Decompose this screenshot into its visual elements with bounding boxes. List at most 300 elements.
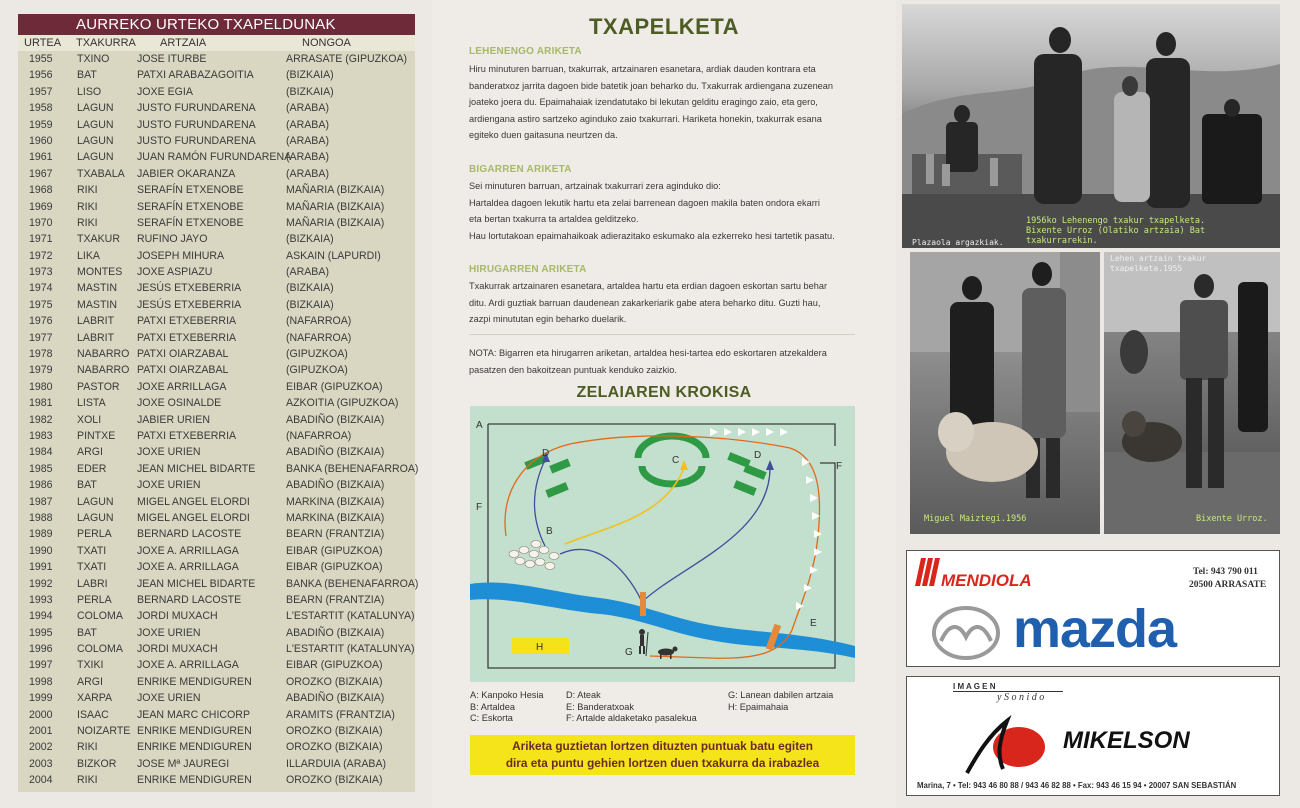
cell-dog: PERLA bbox=[77, 593, 112, 606]
table-header bbox=[18, 35, 415, 51]
photo-award-1956 bbox=[902, 4, 1280, 248]
cell-year: 1982 bbox=[29, 413, 53, 426]
caption-line: 1956ko Lehenengo txakur txapelketa. bbox=[1026, 216, 1206, 226]
table-row bbox=[18, 461, 419, 477]
label-e: E bbox=[810, 618, 817, 629]
cell-year: 1975 bbox=[29, 298, 53, 311]
label-d1: D bbox=[542, 448, 550, 459]
route-yellow bbox=[565, 468, 684, 544]
cell-shepherd: JORDI MUXACH bbox=[137, 610, 218, 623]
text-line: Txakurrak artzainaren esanetara, artaldea hartu eta erdian dagoen eskortan sartu behar bbox=[469, 281, 828, 291]
cell-shepherd: JUSTO FURUNDARENA bbox=[137, 102, 256, 115]
cell-shepherd: JOXE OSINALDE bbox=[137, 397, 222, 410]
cell-year: 1972 bbox=[29, 249, 53, 262]
pen-bottom bbox=[642, 466, 702, 484]
cell-year: 1979 bbox=[29, 364, 53, 377]
text-line: egiteko duen gaitasuna neurtzen da. bbox=[469, 130, 618, 141]
cell-shepherd: JOXE URIEN bbox=[137, 446, 201, 459]
cell-shepherd: JOXE A. ARRILLAGA bbox=[137, 561, 239, 574]
legend-item: D: Ateak bbox=[566, 690, 601, 700]
cell-origin: ABADIÑO (BIZKAIA) bbox=[286, 626, 385, 639]
photo-maiztegi bbox=[910, 252, 1100, 534]
cell-year: 1994 bbox=[29, 610, 53, 623]
cell-dog: TXATI bbox=[77, 544, 107, 557]
table-row bbox=[18, 379, 415, 395]
mendiola-brand: MENDIOLA bbox=[941, 571, 1032, 590]
cell-dog: LABRIT bbox=[77, 331, 115, 344]
cell-dog: TXIKI bbox=[77, 659, 104, 672]
cell-shepherd: JEAN MARC CHICORP bbox=[137, 708, 251, 721]
table-row bbox=[18, 67, 415, 83]
text-line: Hiru minuturen barruan, txakurrak, artzainaren esanetara, ardiak dauden kontrara eta bbox=[469, 64, 816, 74]
cell-dog: TXABALA bbox=[77, 167, 125, 180]
caption-line: Lehen artzain txakur bbox=[1110, 254, 1207, 263]
cell-year: 1995 bbox=[29, 626, 53, 639]
cell-shepherd: JORDI MUXACH bbox=[137, 643, 218, 656]
right-photo-caption-top bbox=[1110, 254, 1206, 274]
arrow-icon bbox=[680, 460, 688, 470]
cell-year: 1992 bbox=[29, 577, 53, 590]
legend-item: C: Eskorta bbox=[470, 713, 513, 724]
section-1-text bbox=[469, 61, 859, 144]
text-line: eta bertan txakurra ta artaldea gelditzeko. bbox=[469, 214, 639, 225]
top-photo-caption bbox=[1026, 216, 1205, 246]
cell-dog: NOIZARTE bbox=[77, 725, 131, 738]
cell-origin: (ARABA) bbox=[286, 266, 329, 279]
cell-dog: RIKI bbox=[77, 184, 98, 197]
cell-dog: BAT bbox=[77, 626, 97, 639]
text-line: banderatxoz jarrita dagoen bide batetik joan beharko du. Txakurrak ardiengana zuzenean bbox=[469, 80, 834, 91]
cell-origin: EIBAR (GIPUZKOA) bbox=[286, 544, 383, 557]
gate bbox=[549, 459, 571, 474]
table-row bbox=[18, 133, 415, 149]
cell-year: 1984 bbox=[29, 446, 53, 459]
cell-year: 1986 bbox=[29, 479, 53, 492]
field-title: ZELAIAREN KROKISA bbox=[576, 384, 752, 401]
cell-dog: LAGUN bbox=[77, 118, 114, 131]
cell-origin: ABADIÑO (BIZKAIA) bbox=[286, 413, 385, 426]
col-year-header: URTEA bbox=[24, 37, 62, 49]
cell-year: 1955 bbox=[29, 53, 53, 65]
cell-origin: (ARABA) bbox=[286, 102, 329, 115]
cell-origin: EIBAR (GIPUZKOA) bbox=[286, 659, 383, 672]
table-row bbox=[18, 739, 415, 755]
cell-year: 1974 bbox=[29, 282, 53, 295]
cell-origin: (NAFARROA) bbox=[286, 429, 352, 442]
cell-origin: OROZKO (BIZKAIA) bbox=[286, 741, 383, 754]
cell-year: 1988 bbox=[29, 511, 53, 524]
table-row bbox=[18, 543, 415, 559]
cell-year: 1977 bbox=[29, 331, 53, 344]
cell-shepherd: JOXE EGIA bbox=[137, 85, 193, 98]
section-1-heading: LEHENENGO ARIKETA bbox=[469, 46, 582, 57]
cell-dog: LAGUN bbox=[77, 102, 114, 115]
cell-year: 1978 bbox=[29, 348, 53, 361]
cell-origin: (BIZKAIA) bbox=[286, 282, 334, 295]
cell-shepherd: JESÚS ETXEBERRIA bbox=[137, 298, 242, 311]
cell-origin: (ARABA) bbox=[286, 118, 329, 131]
gate bbox=[733, 480, 756, 496]
cell-origin: ABADIÑO (BIZKAIA) bbox=[286, 692, 385, 705]
mikelson-brand: MIKELSON bbox=[1063, 727, 1190, 754]
cell-dog: NABARRO bbox=[77, 364, 130, 377]
cell-origin: (BIZKAIA) bbox=[286, 85, 334, 98]
cell-year: 1970 bbox=[29, 216, 53, 229]
cell-dog: LAGUN bbox=[77, 511, 114, 524]
cell-dog: MASTIN bbox=[77, 282, 118, 295]
cell-shepherd: ENRIKE MENDIGUREN bbox=[137, 725, 252, 738]
caption-line: txakurrarekin. bbox=[1026, 236, 1098, 246]
rules-panel bbox=[432, 0, 896, 808]
table-row bbox=[18, 248, 415, 264]
scoring-note bbox=[470, 735, 855, 775]
cell-year: 1989 bbox=[29, 528, 53, 541]
mendiola-postal: 20500 ARRASATE bbox=[1189, 580, 1267, 590]
mazda-wordmark: mazda bbox=[1013, 599, 1177, 659]
cell-shepherd: MIGEL ANGEL ELORDI bbox=[137, 495, 250, 508]
cell-origin: EIBAR (GIPUZKOA) bbox=[286, 561, 383, 574]
cell-origin: ARRASATE (GIPUZKOA) bbox=[286, 53, 408, 65]
cell-origin: BEARN (FRANTZIA) bbox=[286, 593, 385, 606]
table-row bbox=[18, 51, 415, 67]
cell-origin: L'ESTARTIT (KATALUNYA) bbox=[286, 610, 415, 623]
cell-dog: MASTIN bbox=[77, 298, 118, 311]
cell-shepherd: JOSE Mª JAUREGI bbox=[137, 757, 230, 770]
cell-shepherd: JOXE URIEN bbox=[137, 626, 201, 639]
text-line: pasatzen den bakoitzean puntuak kenduko zaizkio. bbox=[469, 364, 677, 375]
stake bbox=[640, 592, 646, 616]
label-g: G bbox=[625, 647, 633, 658]
cell-origin: MARKINA (BIZKAIA) bbox=[286, 495, 385, 508]
cell-dog: LISTA bbox=[77, 397, 106, 410]
flock bbox=[509, 541, 559, 570]
cell-shepherd: JOSEPH MIHURA bbox=[137, 249, 225, 262]
cell-dog: RIKI bbox=[77, 216, 98, 229]
table-row bbox=[18, 510, 415, 526]
text-line: ardiengana astiro sartzeko aginduko zaio txakurrari. Hariketa honekin, txakurrak esana bbox=[469, 113, 822, 124]
mikelson-sonido: y S o n i d o bbox=[997, 692, 1045, 703]
cell-year: 1973 bbox=[29, 266, 53, 279]
table-row bbox=[18, 149, 415, 165]
photos-panel bbox=[896, 0, 1300, 808]
field-diagram bbox=[470, 406, 855, 682]
table-row bbox=[18, 657, 415, 673]
cell-dog: PINTXE bbox=[77, 429, 116, 442]
arrow-icon bbox=[766, 460, 774, 470]
table-row bbox=[18, 625, 415, 641]
cell-year: 1993 bbox=[29, 593, 53, 606]
table-row bbox=[18, 592, 415, 608]
cell-dog: ARGI bbox=[77, 446, 103, 459]
cell-origin: OROZKO (BIZKAIA) bbox=[286, 675, 383, 688]
label-h: H bbox=[536, 642, 544, 653]
cell-year: 1998 bbox=[29, 675, 53, 688]
champions-table bbox=[18, 14, 419, 792]
cell-shepherd: JEAN MICHEL BIDARTE bbox=[137, 462, 256, 475]
photo-urroz-1955 bbox=[1104, 252, 1280, 534]
section-3-heading: HIRUGARREN ARIKETA bbox=[469, 264, 587, 275]
cell-dog: ARGI bbox=[77, 675, 103, 688]
cell-shepherd: JUSTO FURUNDARENA bbox=[137, 118, 256, 131]
cell-shepherd: MIGEL ANGEL ELORDI bbox=[137, 511, 250, 524]
cell-dog: LIKA bbox=[77, 249, 100, 262]
caption-line: Bixente Urroz (Olatiko artzaia) Bat bbox=[1026, 226, 1206, 236]
table-row bbox=[18, 576, 419, 592]
cell-origin: ILLARDUIA (ARABA) bbox=[286, 757, 387, 770]
cell-shepherd: RUFINO JAYO bbox=[137, 233, 208, 246]
table-row bbox=[18, 297, 415, 313]
text-line: NOTA: Bigarren eta hirugarren ariketan, artaldea hesi-tartea edo eskortaren atzekaldera bbox=[469, 348, 827, 358]
cell-dog: XOLI bbox=[77, 413, 102, 426]
table-row bbox=[18, 444, 415, 460]
cell-shepherd: JOXE URIEN bbox=[137, 692, 201, 705]
cell-origin: AZKOITIA (GIPUZKOA) bbox=[286, 397, 399, 410]
cell-origin: (NAFARROA) bbox=[286, 331, 352, 344]
caption-line: txapelketa.1955 bbox=[1110, 264, 1183, 273]
cell-origin: BANKA (BEHENAFARROA) bbox=[286, 462, 419, 475]
cell-shepherd: JOXE A. ARRILLAGA bbox=[137, 659, 239, 672]
mendiola-logo-icon bbox=[913, 556, 941, 588]
cell-year: 1996 bbox=[29, 643, 53, 656]
cell-origin: ASKAIN (LAPURDI) bbox=[286, 249, 381, 262]
cell-shepherd: ENRIKE MENDIGUREN bbox=[137, 675, 252, 688]
legend-col-1 bbox=[470, 690, 544, 725]
section-3-text bbox=[469, 278, 859, 328]
cell-origin: (GIPUZKOA) bbox=[286, 364, 348, 377]
cell-origin: (ARABA) bbox=[286, 167, 329, 180]
cell-shepherd: JABIER OKARANZA bbox=[137, 167, 236, 180]
cell-dog: EDER bbox=[77, 462, 107, 475]
mendiola-phone: Tel: 943 790 011 bbox=[1193, 567, 1258, 577]
cell-shepherd: PATXI ARABAZAGOITIA bbox=[137, 69, 254, 82]
cell-year: 1991 bbox=[29, 561, 53, 574]
cell-origin: (GIPUZKOA) bbox=[286, 348, 348, 361]
shepherd-icon bbox=[639, 629, 648, 656]
cell-year: 1969 bbox=[29, 200, 53, 213]
table-row bbox=[18, 412, 415, 428]
cell-dog: LISO bbox=[77, 85, 102, 98]
cell-dog: MONTES bbox=[77, 266, 123, 279]
text-line: ditu. Ardi guztiak barruan daudenean zakarkeriarik gabe atera beharko ditu. Guzti hau, bbox=[469, 297, 821, 308]
legend-item: F: Artalde aldaketako pasalekua bbox=[566, 713, 697, 724]
col-origin-header: NONGOA bbox=[302, 37, 351, 49]
cell-dog: NABARRO bbox=[77, 348, 130, 361]
cell-dog: RIKI bbox=[77, 774, 98, 787]
cell-dog: PASTOR bbox=[77, 380, 120, 393]
label-f1: F bbox=[476, 502, 483, 513]
table-row bbox=[18, 428, 415, 444]
cell-dog: RIKI bbox=[77, 200, 98, 213]
mikelson-logo-icon bbox=[963, 715, 1059, 775]
cell-dog: COLOMA bbox=[77, 610, 123, 623]
cell-year: 1971 bbox=[29, 233, 53, 246]
table-row bbox=[18, 166, 415, 182]
cell-shepherd: JABIER URIEN bbox=[137, 413, 210, 426]
cell-dog: LAGUN bbox=[77, 151, 114, 164]
cell-year: 1997 bbox=[29, 659, 53, 672]
table-row bbox=[18, 608, 415, 624]
table-row bbox=[18, 100, 415, 116]
cell-dog: COLOMA bbox=[77, 643, 123, 656]
cell-shepherd: JEAN MICHEL BIDARTE bbox=[137, 577, 256, 590]
cell-origin: OROZKO (BIZKAIA) bbox=[286, 774, 383, 787]
cell-origin: EIBAR (GIPUZKOA) bbox=[286, 380, 383, 393]
table-row bbox=[18, 84, 415, 100]
table-row bbox=[18, 117, 415, 133]
field-sketch bbox=[470, 406, 855, 682]
cell-dog: TXAKUR bbox=[77, 233, 120, 246]
text-line: joateko joera du. Epaimahaiak izendatutako bi lekutan gelditu eragingo zaio, eta gero, bbox=[469, 97, 818, 108]
table-row bbox=[18, 346, 415, 362]
cell-dog: BIZKOR bbox=[77, 757, 117, 770]
cell-shepherd: SERAFÍN ETXENOBE bbox=[137, 216, 244, 229]
champions-panel bbox=[0, 0, 432, 808]
mikelson-address: Marina, 7 • Tel: 943 46 80 88 / 943 46 82 88 • Fax: 943 46 15 94 • 20007 SAN SEBASTIÁN bbox=[917, 781, 1237, 790]
table-row bbox=[18, 313, 415, 329]
legend-col-2 bbox=[566, 690, 697, 725]
text-line: zazpi minututan egin beharko duelarik. bbox=[469, 314, 627, 325]
cell-year: 1958 bbox=[29, 102, 53, 115]
cell-shepherd: JUAN RAMÓN FURUNDARENA bbox=[137, 151, 292, 164]
table-row bbox=[18, 199, 415, 215]
cell-dog: PERLA bbox=[77, 528, 112, 541]
table-row bbox=[18, 723, 415, 739]
table-row bbox=[18, 477, 415, 493]
cell-origin: MARKINA (BIZKAIA) bbox=[286, 511, 385, 524]
cell-year: 1959 bbox=[29, 118, 53, 131]
cell-dog: ISAAC bbox=[77, 708, 109, 721]
scoring-line: dira eta puntu gehien lortzen duen txakurra da irabazlea bbox=[505, 756, 820, 770]
cell-dog: BAT bbox=[77, 69, 97, 82]
ad-mendiola bbox=[906, 550, 1280, 667]
cell-origin: (ARABA) bbox=[286, 151, 329, 164]
cell-year: 1983 bbox=[29, 429, 53, 442]
cell-shepherd: PATXI OIARZABAL bbox=[137, 348, 229, 361]
cell-shepherd: BERNARD LACOSTE bbox=[137, 528, 242, 541]
cell-origin: BEARN (FRANTZIA) bbox=[286, 528, 385, 541]
cell-dog: LAGUN bbox=[77, 134, 114, 147]
table-row bbox=[18, 215, 415, 231]
cell-year: 1985 bbox=[29, 462, 53, 475]
cell-origin: ABADIÑO (BIZKAIA) bbox=[286, 446, 385, 459]
cell-shepherd: PATXI ETXEBERRIA bbox=[137, 315, 237, 328]
cell-origin: BANKA (BEHENAFARROA) bbox=[286, 577, 419, 590]
table-title: AURREKO URTEKO TXAPELDUNAK bbox=[18, 14, 415, 35]
label-c: C bbox=[672, 455, 680, 466]
cell-year: 1967 bbox=[29, 167, 53, 180]
table-row bbox=[18, 264, 415, 280]
cell-shepherd: PATXI ETXEBERRIA bbox=[137, 429, 237, 442]
photo-figures bbox=[1104, 252, 1280, 534]
legend-item: A: Kanpoko Hesia bbox=[470, 690, 544, 700]
legend-item: E: Banderatxoak bbox=[566, 701, 634, 712]
table-row bbox=[18, 231, 415, 247]
table-body bbox=[18, 51, 419, 789]
label-b: B bbox=[546, 526, 553, 537]
scoring-line: Ariketa guztietan lortzen dituzten puntuak batu egiten bbox=[512, 739, 813, 753]
cell-origin: (ARABA) bbox=[286, 134, 329, 147]
cell-year: 2001 bbox=[29, 725, 53, 738]
cell-year: 2000 bbox=[29, 708, 53, 721]
cell-dog: BAT bbox=[77, 479, 97, 492]
text-line: Hau lortutakoan epaimahaikoak adierazitako eskumako ala ezkerreko hesi tartetik pasatu. bbox=[469, 230, 835, 241]
cell-shepherd: SERAFÍN ETXENOBE bbox=[137, 200, 244, 213]
note-text bbox=[469, 345, 859, 378]
table-row bbox=[18, 494, 415, 510]
cell-year: 1961 bbox=[29, 151, 53, 164]
cell-origin: (BIZKAIA) bbox=[286, 69, 334, 82]
photo-figures bbox=[910, 252, 1100, 534]
table-row bbox=[18, 330, 415, 346]
label-d2: D bbox=[754, 450, 762, 461]
left-photo-caption: Miguel Maiztegi.1956 bbox=[924, 514, 1027, 524]
cell-origin: (NAFARROA) bbox=[286, 315, 352, 328]
table-row bbox=[18, 182, 415, 198]
cell-origin: L'ESTARTIT (KATALUNYA) bbox=[286, 643, 415, 656]
cell-shepherd: BERNARD LACOSTE bbox=[137, 593, 242, 606]
photo-credit: Plazaola argazkiak. bbox=[912, 238, 1004, 247]
cell-year: 2003 bbox=[29, 757, 53, 770]
legend-col-3 bbox=[728, 690, 833, 713]
cell-shepherd: JOSE ITURBE bbox=[137, 53, 207, 65]
mazda-logo-icon bbox=[931, 605, 1001, 661]
table-row bbox=[18, 559, 415, 575]
legend-item: H: Epaimahaia bbox=[728, 701, 789, 712]
cell-year: 1968 bbox=[29, 184, 53, 197]
cell-origin: ARAMITS (FRANTZIA) bbox=[286, 708, 395, 721]
page-title: TXAPELKETA bbox=[588, 14, 740, 39]
cell-year: 1987 bbox=[29, 495, 53, 508]
cell-dog: RIKI bbox=[77, 741, 98, 754]
route-blue bbox=[535, 458, 546, 546]
cell-year: 1980 bbox=[29, 380, 53, 393]
divider bbox=[469, 334, 855, 335]
cell-year: 2002 bbox=[29, 741, 53, 754]
cell-shepherd: ENRIKE MENDIGUREN bbox=[137, 741, 252, 754]
table-row bbox=[18, 395, 415, 411]
cell-shepherd: SERAFÍN ETXENOBE bbox=[137, 184, 244, 197]
table-row bbox=[18, 690, 415, 706]
cell-shepherd: JUSTO FURUNDARENA bbox=[137, 134, 256, 147]
cell-origin: (BIZKAIA) bbox=[286, 298, 334, 311]
cell-dog: XARPA bbox=[77, 692, 113, 705]
cell-shepherd: JESÚS ETXEBERRIA bbox=[137, 282, 242, 295]
text-line: Sei minuturen barruan, artzainak txakurrari zera aginduko dio: bbox=[469, 181, 721, 191]
legend-item: B: Artaldea bbox=[470, 701, 515, 712]
cell-origin: OROZKO (BIZKAIA) bbox=[286, 725, 383, 738]
mikelson-imagen: I M A G E N bbox=[953, 682, 996, 691]
cell-year: 1956 bbox=[29, 69, 53, 82]
table-row bbox=[18, 674, 415, 690]
table-row bbox=[18, 756, 415, 772]
cell-year: 1957 bbox=[29, 85, 53, 98]
ad-mikelson bbox=[906, 676, 1280, 796]
cell-shepherd: JOXE ASPIAZU bbox=[137, 266, 213, 279]
cell-dog: LAGUN bbox=[77, 495, 114, 508]
cell-dog: TXINO bbox=[77, 53, 110, 65]
cell-shepherd: JOXE URIEN bbox=[137, 479, 201, 492]
cell-year: 1960 bbox=[29, 134, 53, 147]
flags bbox=[710, 428, 822, 610]
cell-year: 1999 bbox=[29, 692, 53, 705]
col-dog-header: TXAKURRA bbox=[76, 37, 136, 49]
cell-origin: (BIZKAIA) bbox=[286, 233, 334, 246]
right-photo-caption: Bixente Urroz. bbox=[1196, 514, 1268, 524]
cell-dog: TXATI bbox=[77, 561, 107, 574]
text-line: Hartaldea dagoen lekutik hartu eta zelai barrenean dagoen makila baten ondora ekarri bbox=[469, 197, 820, 208]
cell-shepherd: JOXE ARRILLAGA bbox=[137, 380, 227, 393]
table-row bbox=[18, 707, 415, 723]
